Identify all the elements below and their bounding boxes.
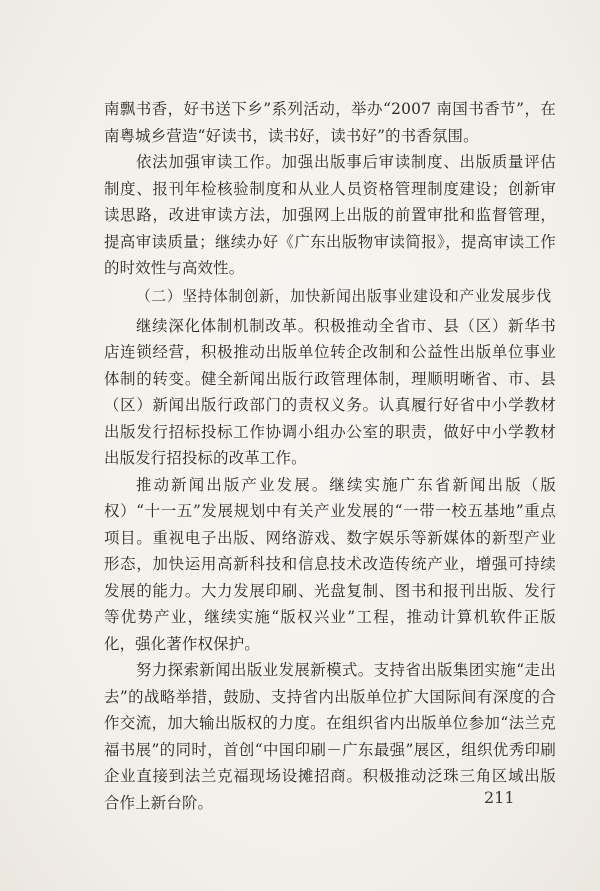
paragraph-reform: 继续深化体制机制改革。积极推动全省市、县（区）新华书店连锁经营，积极推动出版单位转企改制和公益性出版单位事业体制的转变。健全新闻出版行政管理体制，理顺明晰省、市、县（区）新闻出版行政部门的责权义务。认真履行好省中小学教材出版发行招标投标工作协调小组办公室的职责，做好中小学教材出版发行招投标的改革工作。 [104, 316, 556, 467]
paragraph-continued: 南飘书香，好书送下乡”系列活动，举办“2007 南国书香节”，在南粤城乡营造“好读书，读书好，读书好”的书香氛围。 [104, 100, 556, 145]
page-number: 211 [484, 788, 515, 807]
paragraph-review-work: 依法加强审读工作。加强出版事后审读制度、出版质量评估制度、报刊年检核验制度和从业人员资格管理制度建设；创新审读思路，改进审读方法，加强网上出版的前置审批和监督管理，提高审读质量；继续办好《广东出版物审读简报》，提高审读工作的时效性与高效性。 [104, 153, 556, 277]
body-text [104, 96, 556, 816]
paragraph-industry: 推动新闻出版产业发展。继续实施广东省新闻出版（版权）“十一五”发展规划中有关产业发展的“一带一校五基地”重点项目。重视电子出版、网络游戏、数字娱乐等新媒体的新型产业形态，加快运用高新科技和信息技术改造传统产业，增强可持续发展的能力。大力发展印刷、光盘复制、图书和报刊出版、发行等优势产业，继续实施“版权兴业”工程，推动计算机软件正版化，强化著作权保护。 [104, 475, 556, 653]
section-heading: （二）坚持体制创新，加快新闻出版事业建设和产业发展步伐 [136, 287, 552, 305]
paragraph-new-models: 努力探索新闻出版业发展新模式。支持省出版集团实施“走出去”的战略举措，鼓励、支持省内出版单位扩大国际间有深度的合作交流，加大输出版权的力度。在组织省内出版单位参加“法兰克福书展”的同时，首创“中国印刷－广东最强”展区，组织优秀印刷企业直接到法兰克福现场设摊招商。积极推动泛珠三角区域出版合作上新台阶。 [104, 661, 556, 812]
